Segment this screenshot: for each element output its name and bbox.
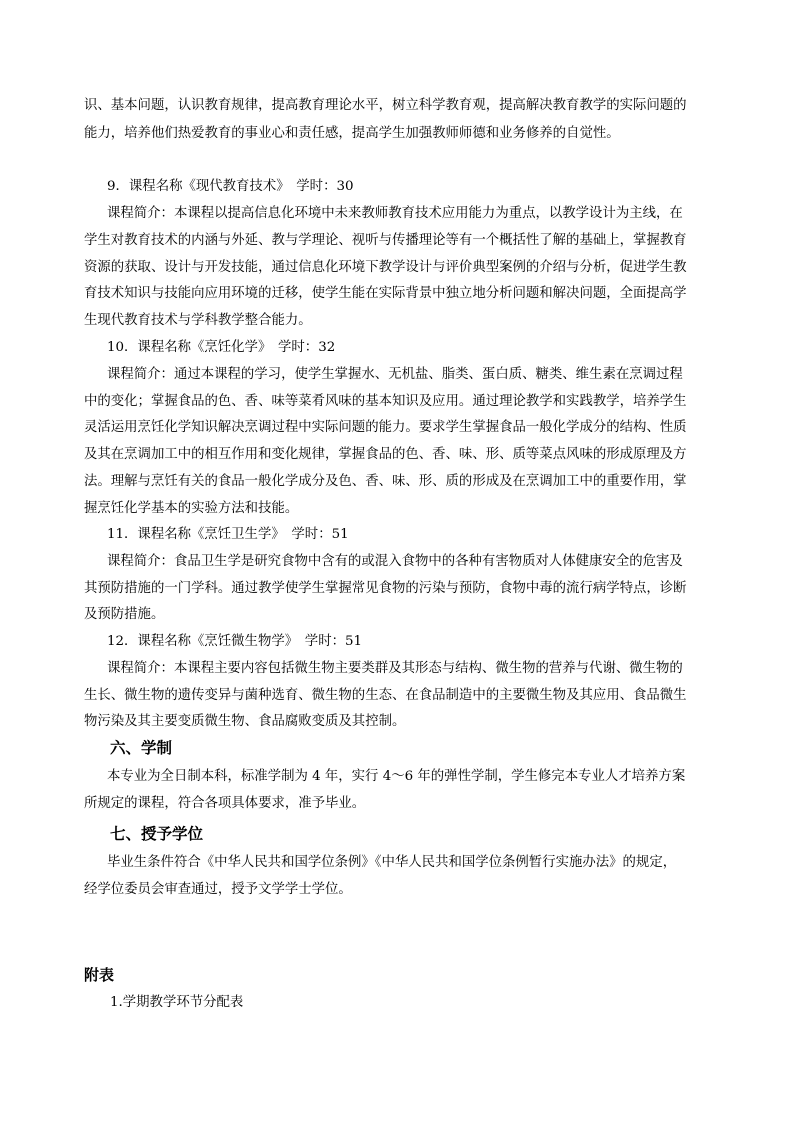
course-10-line-4: 及其在烹调加工中的相互作用和变化规律，掌握食品的色、香、味、形、质等菜点风味的形成原理及方 bbox=[84, 447, 687, 462]
course-12-line-3: 物污染及其主要变质微生物、食品腐败变质及其控制。 bbox=[84, 714, 406, 729]
course-9-line-1: 课程简介：本课程以提高信息化环境中未来教师教育技术应用能力为重点，以教学设计为主线，在 bbox=[107, 206, 683, 221]
course-10-line-1: 课程简介：通过本课程的学习，使学生掌握水、无机盐、脂类、蛋白质、糖类、维生素在烹调过程 bbox=[107, 367, 683, 382]
course-12-line-2: 生长、微生物的遗传变异与菌种选育、微生物的生态、在食品制造中的主要微生物及其应用、食品微生 bbox=[84, 688, 687, 703]
course-10-heading: 10．课程名称《烹饪化学》 学时：32 bbox=[107, 340, 336, 355]
intro-line-2: 能力，培养他们热爱教育的事业心和责任感，提高学生加强教师师德和业务修养的自觉性。 bbox=[84, 126, 620, 141]
course-12-line-1: 课程简介：本课程主要内容包括微生物主要类群及其形态与结构、微生物的营养与代谢、微生物的 bbox=[107, 661, 683, 676]
section-6-line-2: 所规定的课程，符合各项具体要求，准予毕业。 bbox=[84, 796, 366, 811]
appendix-item-1: 1.学期教学环节分配表 bbox=[110, 995, 244, 1010]
appendix-title: 附表 bbox=[84, 966, 115, 984]
course-9-line-2: 学生对教育技术的内涵与外延、教与学理论、视听与传播理论等有一个概括性了解的基础上，掌握教育 bbox=[84, 233, 687, 248]
intro-line-1: 识、基本问题，认识教育规律，提高教育理论水平，树立科学教育观，提高解决教育教学的实际问题的 bbox=[84, 98, 687, 113]
section-7-line-1: 毕业生条件符合《中华人民共和国学位条例》《中华人民共和国学位条例暂行实施办法》的规定， bbox=[107, 855, 677, 870]
section-7-title: 七、授予学位 bbox=[110, 824, 204, 843]
section-7-line-2: 经学位委员会审查通过，授予文学学士学位。 bbox=[84, 882, 352, 897]
course-11-line-3: 及预防措施。 bbox=[84, 607, 165, 622]
course-9-line-4: 育技术知识与技能向应用环境的迁移，使学生能在实际背景中独立地分析问题和解决问题，全面提高学 bbox=[84, 286, 687, 301]
course-10-line-2: 中的变化；掌握食品的色、香、味等菜肴风味的基本知识及应用。通过理论教学和实践教学，培养学生 bbox=[84, 394, 687, 409]
section-6-title: 六、学制 bbox=[110, 738, 173, 757]
course-11-line-1: 课程简介：食品卫生学是研究食物中含有的或混入食物中的各种有害物质对人体健康安全的危害及 bbox=[107, 554, 683, 569]
course-9-line-5: 生现代教育技术与学科教学整合能力。 bbox=[84, 313, 312, 328]
course-12-heading: 12．课程名称《烹饪微生物学》 学时：51 bbox=[107, 634, 363, 649]
course-11-heading: 11．课程名称《烹饪卫生学》 学时：51 bbox=[107, 527, 349, 542]
course-10-line-3: 灵活运用烹饪化学知识解决烹调过程中实际问题的能力。要求学生掌握食品一般化学成分的结构、性质 bbox=[84, 420, 687, 435]
section-6-line-1: 本专业为全日制本科，标准学制为 4 年，实行 4～6 年的弹性学制，学生修完本专业人才培养方案 bbox=[107, 769, 686, 784]
course-9-line-3: 资源的获取、设计与开发技能，通过信息化环境下教学设计与评价典型案例的介绍与分析，促进学生教 bbox=[84, 260, 687, 275]
course-9-heading: 9．课程名称《现代教育技术》 学时：30 bbox=[107, 179, 354, 194]
course-11-line-2: 其预防措施的一门学科。通过教学使学生掌握常见食物的污染与预防，食物中毒的流行病学特点，诊断 bbox=[84, 581, 687, 596]
course-10-line-5: 法。理解与烹饪有关的食品一般化学成分及色、香、味、形、质的形成及在烹调加工中的重要作用，掌 bbox=[84, 474, 687, 489]
course-10-line-6: 握烹饪化学基本的实验方法和技能。 bbox=[84, 501, 299, 516]
